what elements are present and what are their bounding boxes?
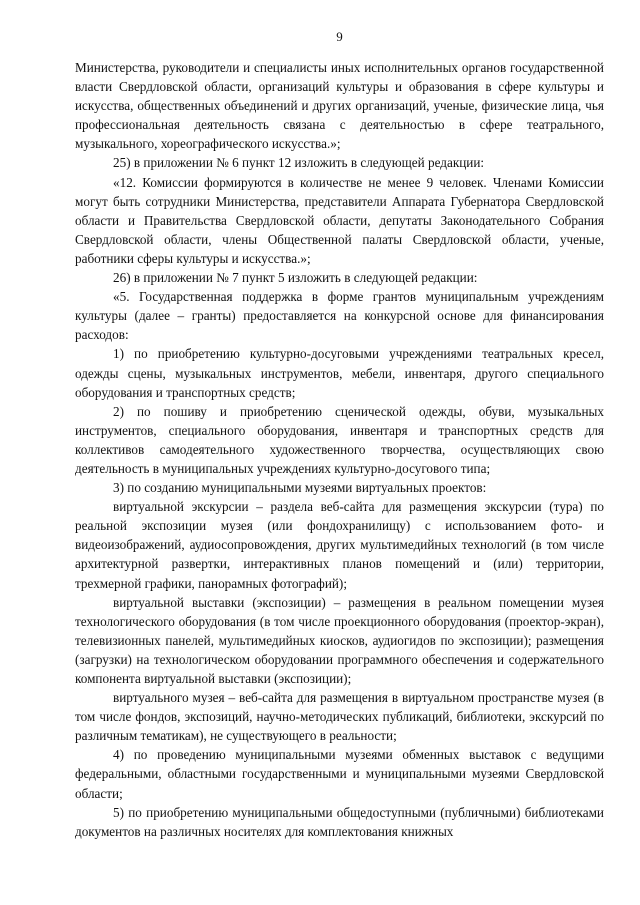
- paragraph-subitem-4: 4) по проведению муниципальными музеями обменных выставок с ведущими федеральными, областными государственными и муниципальными музеями Свердловской области;: [75, 747, 604, 801]
- paragraph-subitem-5: 5) по приобретению муниципальными общедоступными (публичными) библиотеками документов на различных носителях для комплектования книжных: [75, 804, 604, 839]
- paragraph-quote-12: «12. Комиссии формируются в количестве не менее 9 человек. Членами Комиссии могут быть сотрудники Министерства, представители Аппарата Губернатора Свердловской области и Правительства Свердловской области, депутаты Законодательного Собрания Свердловской области, члены Общественной палаты Свердловской области, ученые, работники сферы культуры и искусства.»;: [75, 174, 604, 266]
- paragraph-quote-5: «5. Государственная поддержка в форме грантов муниципальным учреждениям культуры (далее – гранты) предоставляется на конкурсной основе для финансирования расходов:: [75, 289, 604, 343]
- paragraph-item-26: 26) в приложении № 7 пункт 5 изложить в следующей редакции:: [113, 270, 478, 286]
- paragraph-subitem-2: 2) по пошиву и приобретению сценической одежды, обуви, музыкальных инструментов, специального оборудования, инвентаря и транспортных средств для коллективов самодеятельного художественного творчества, осуществляющих свою деятельность в муниципальных учреждениях культурно-досугового типа;: [75, 403, 604, 476]
- paragraph-subitem-1: 1) по приобретению культурно-досуговыми учреждениями театральных кресел, одежды сцены, музыкальных инструментов, мебели, инвентаря, другого специального оборудования и транспортных средств;: [75, 346, 604, 400]
- page-number: 9: [336, 29, 343, 44]
- paragraph-virtual-exhibition: виртуальной выставки (экспозиции) – размещения в реальном помещении музея технологического оборудования (в том числе проекционного оборудования (проектор-экран), телевизионных панелей, мультимедийных киосков, аудиогидов по экспозиции); размещения (загрузки) на технологическом оборудовании программного обеспечения и содержательного компонента виртуальной выставки (экспозиции);: [75, 594, 604, 686]
- paragraph-item-25: 25) в приложении № 6 пункт 12 изложить в следующей редакции:: [113, 155, 485, 171]
- paragraph-subitem-3: 3) по созданию муниципальными музеями виртуальных проектов:: [113, 480, 487, 496]
- paragraph-continuation: Министерства, руководители и специалисты иных исполнительных органов государственной власти Свердловской области, организаций культуры и образования в сфере культуры и искусства, общественных объединений и других организаций, ученые, физические лица, чья профессиональная деятельность связана с деятельностью в сфере театрального, музыкального, хореографического искусства.»;: [75, 60, 604, 152]
- document-body: [75, 58, 604, 841]
- paragraph-virtual-museum: виртуального музея – веб-сайта для размещения в виртуальном пространстве музея (в том числе фондов, экспозиций, научно-методических публикаций, библиотеки, экскурсий по различным тематикам), не существующего в реальности;: [75, 690, 604, 744]
- paragraph-virtual-tour: виртуальной экскурсии – раздела веб-сайта для размещения экскурсии (тура) по реальной экспозиции музея (или фондохранилищу) с использованием фото- и видеоизображений, аудиосопровождения, других мультимедийных технологий (в том числе архитектурной развертки, интерактивных планов помещений и (или) территории, трехмерной графики, панорамных фотографий);: [75, 499, 604, 591]
